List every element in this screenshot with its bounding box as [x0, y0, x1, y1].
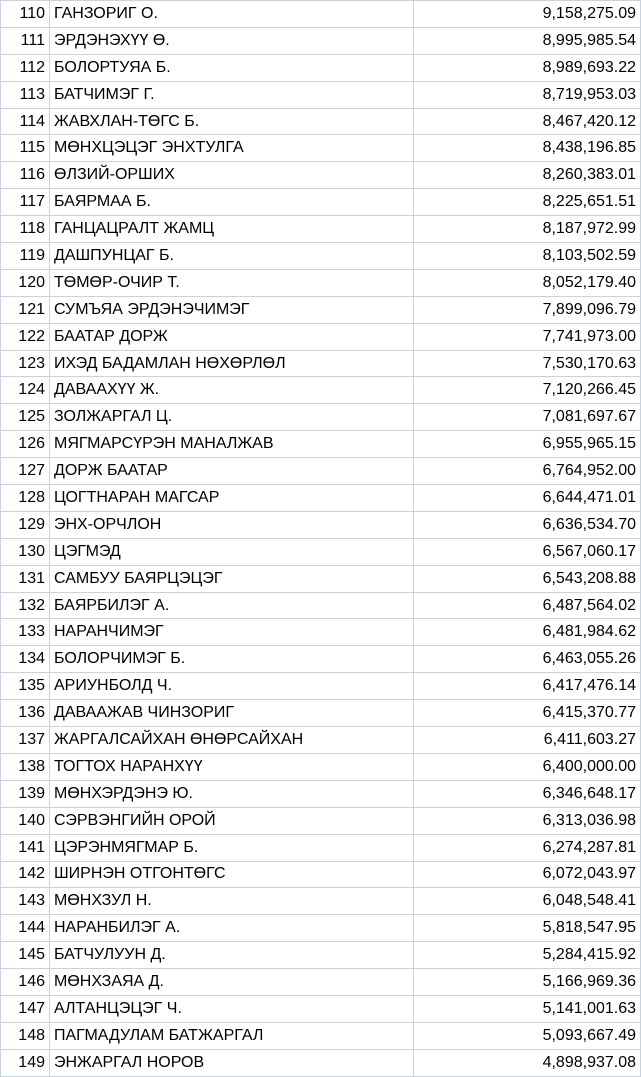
cell-amount: 6,463,055.26 — [414, 646, 641, 673]
cell-name: ӨЛЗИЙ-ОРШИХ — [50, 162, 414, 189]
cell-rank: 144 — [1, 915, 50, 942]
table-row — [1, 27, 641, 54]
cell-rank: 115 — [1, 135, 50, 162]
cell-rank: 146 — [1, 969, 50, 996]
cell-name: ИХЭД БАДАМЛАН НӨХӨРЛӨЛ — [50, 350, 414, 377]
cell-amount: 7,899,096.79 — [414, 296, 641, 323]
cell-rank: 130 — [1, 538, 50, 565]
cell-rank: 132 — [1, 592, 50, 619]
cell-name: СУМЪЯА ЭРДЭНЭЧИМЭГ — [50, 296, 414, 323]
cell-amount: 8,467,420.12 — [414, 108, 641, 135]
cell-name: АРИУНБОЛД Ч. — [50, 673, 414, 700]
cell-name: САМБУУ БАЯРЦЭЦЭГ — [50, 565, 414, 592]
cell-rank: 145 — [1, 942, 50, 969]
cell-amount: 6,955,965.15 — [414, 431, 641, 458]
cell-amount: 8,260,383.01 — [414, 162, 641, 189]
table-row — [1, 216, 641, 243]
table-row — [1, 458, 641, 485]
cell-name: ЭНХ-ОРЧЛОН — [50, 511, 414, 538]
cell-name: БАТЧУЛУУН Д. — [50, 942, 414, 969]
ranking-table-body — [1, 1, 641, 1077]
cell-rank: 119 — [1, 243, 50, 270]
table-row — [1, 942, 641, 969]
cell-amount: 6,764,952.00 — [414, 458, 641, 485]
table-row — [1, 1, 641, 28]
table-row — [1, 915, 641, 942]
table-row — [1, 189, 641, 216]
cell-rank: 121 — [1, 296, 50, 323]
table-row — [1, 350, 641, 377]
cell-name: ЦЭГМЭД — [50, 538, 414, 565]
cell-rank: 136 — [1, 700, 50, 727]
cell-name: БАЯРБИЛЭГ А. — [50, 592, 414, 619]
table-row — [1, 619, 641, 646]
cell-name: БАЯРМАА Б. — [50, 189, 414, 216]
cell-amount: 8,719,953.03 — [414, 81, 641, 108]
cell-rank: 126 — [1, 431, 50, 458]
table-row — [1, 243, 641, 270]
cell-amount: 7,120,266.45 — [414, 377, 641, 404]
cell-amount: 6,313,036.98 — [414, 807, 641, 834]
cell-name: ЦОГТНАРАН МАГСАР — [50, 485, 414, 512]
cell-rank: 133 — [1, 619, 50, 646]
cell-amount: 6,644,471.01 — [414, 485, 641, 512]
table-row — [1, 969, 641, 996]
cell-name: БАТЧИМЭГ Г. — [50, 81, 414, 108]
table-row — [1, 1022, 641, 1049]
cell-name: ЖАВХЛАН-ТӨГС Б. — [50, 108, 414, 135]
cell-rank: 112 — [1, 54, 50, 81]
cell-amount: 6,072,043.97 — [414, 861, 641, 888]
cell-amount: 6,411,603.27 — [414, 727, 641, 754]
cell-amount: 7,081,697.67 — [414, 404, 641, 431]
table-row — [1, 646, 641, 673]
cell-amount: 8,187,972.99 — [414, 216, 641, 243]
cell-rank: 147 — [1, 995, 50, 1022]
cell-rank: 124 — [1, 377, 50, 404]
cell-rank: 149 — [1, 1049, 50, 1076]
cell-name: ДАШПУНЦАГ Б. — [50, 243, 414, 270]
cell-name: СЭРВЭНГИЙН ОРОЙ — [50, 807, 414, 834]
table-row — [1, 727, 641, 754]
cell-rank: 127 — [1, 458, 50, 485]
cell-name: ЦЭРЭНМЯГМАР Б. — [50, 834, 414, 861]
cell-name: ПАГМАДУЛАМ БАТЖАРГАЛ — [50, 1022, 414, 1049]
cell-amount: 8,225,651.51 — [414, 189, 641, 216]
cell-name: НАРАНБИЛЭГ А. — [50, 915, 414, 942]
cell-rank: 131 — [1, 565, 50, 592]
cell-rank: 138 — [1, 753, 50, 780]
table-row — [1, 54, 641, 81]
cell-name: МӨНХЦЭЦЭГ ЭНХТУЛГА — [50, 135, 414, 162]
table-row — [1, 108, 641, 135]
cell-name: МЯГМАРСҮРЭН МАНАЛЖАВ — [50, 431, 414, 458]
cell-amount: 6,481,984.62 — [414, 619, 641, 646]
cell-amount: 8,995,985.54 — [414, 27, 641, 54]
cell-rank: 142 — [1, 861, 50, 888]
cell-amount: 6,543,208.88 — [414, 565, 641, 592]
cell-rank: 135 — [1, 673, 50, 700]
cell-name: ДАВААХҮҮ Ж. — [50, 377, 414, 404]
cell-amount: 6,487,564.02 — [414, 592, 641, 619]
cell-name: АЛТАНЦЭЦЭГ Ч. — [50, 995, 414, 1022]
cell-rank: 134 — [1, 646, 50, 673]
table-row — [1, 511, 641, 538]
table-row — [1, 296, 641, 323]
cell-name: МӨНХЭРДЭНЭ Ю. — [50, 780, 414, 807]
table-row — [1, 888, 641, 915]
cell-rank: 137 — [1, 727, 50, 754]
cell-name: ДОРЖ БААТАР — [50, 458, 414, 485]
cell-amount: 5,284,415.92 — [414, 942, 641, 969]
cell-name: ЖАРГАЛСАЙХАН ӨНӨРСАЙХАН — [50, 727, 414, 754]
cell-rank: 114 — [1, 108, 50, 135]
cell-name: ЗОЛЖАРГАЛ Ц. — [50, 404, 414, 431]
cell-rank: 129 — [1, 511, 50, 538]
cell-rank: 113 — [1, 81, 50, 108]
cell-amount: 6,400,000.00 — [414, 753, 641, 780]
table-row — [1, 995, 641, 1022]
cell-amount: 5,818,547.95 — [414, 915, 641, 942]
table-row — [1, 861, 641, 888]
table-row — [1, 485, 641, 512]
table-row — [1, 565, 641, 592]
table-row — [1, 834, 641, 861]
table-row — [1, 377, 641, 404]
cell-rank: 143 — [1, 888, 50, 915]
cell-amount: 6,415,370.77 — [414, 700, 641, 727]
cell-rank: 120 — [1, 269, 50, 296]
cell-rank: 140 — [1, 807, 50, 834]
cell-amount: 6,567,060.17 — [414, 538, 641, 565]
table-row — [1, 673, 641, 700]
cell-name: НАРАНЧИМЭГ — [50, 619, 414, 646]
cell-amount: 6,417,476.14 — [414, 673, 641, 700]
cell-rank: 123 — [1, 350, 50, 377]
cell-name: БОЛОРЧИМЭГ Б. — [50, 646, 414, 673]
table-row — [1, 81, 641, 108]
cell-rank: 148 — [1, 1022, 50, 1049]
cell-rank: 111 — [1, 27, 50, 54]
cell-name: МӨНХЗУЛ Н. — [50, 888, 414, 915]
cell-name: ТӨМӨР-ОЧИР Т. — [50, 269, 414, 296]
cell-rank: 122 — [1, 323, 50, 350]
cell-amount: 7,530,170.63 — [414, 350, 641, 377]
cell-amount: 8,052,179.40 — [414, 269, 641, 296]
cell-name: ГАНЗОРИГ О. — [50, 1, 414, 28]
cell-amount: 5,093,667.49 — [414, 1022, 641, 1049]
cell-name: ЭРДЭНЭХҮҮ Ө. — [50, 27, 414, 54]
cell-name: МӨНХЗАЯА Д. — [50, 969, 414, 996]
cell-name: БААТАР ДОРЖ — [50, 323, 414, 350]
table-row — [1, 269, 641, 296]
cell-rank: 139 — [1, 780, 50, 807]
cell-amount: 5,166,969.36 — [414, 969, 641, 996]
table-row — [1, 162, 641, 189]
table-row — [1, 135, 641, 162]
table-row — [1, 404, 641, 431]
cell-amount: 8,103,502.59 — [414, 243, 641, 270]
cell-amount: 6,274,287.81 — [414, 834, 641, 861]
cell-rank: 116 — [1, 162, 50, 189]
cell-name: ГАНЦАЦРАЛТ ЖАМЦ — [50, 216, 414, 243]
table-row — [1, 700, 641, 727]
table-row — [1, 323, 641, 350]
table-row — [1, 538, 641, 565]
cell-amount: 8,989,693.22 — [414, 54, 641, 81]
cell-amount: 7,741,973.00 — [414, 323, 641, 350]
cell-amount: 5,141,001.63 — [414, 995, 641, 1022]
table-row — [1, 807, 641, 834]
cell-name: ЭНЖАРГАЛ НОРОВ — [50, 1049, 414, 1076]
cell-amount: 4,898,937.08 — [414, 1049, 641, 1076]
table-row — [1, 592, 641, 619]
cell-name: БОЛОРТУЯА Б. — [50, 54, 414, 81]
cell-rank: 118 — [1, 216, 50, 243]
cell-rank: 110 — [1, 1, 50, 28]
cell-amount: 6,346,648.17 — [414, 780, 641, 807]
table-row — [1, 1049, 641, 1076]
cell-name: ТОГТОХ НАРАНХҮҮ — [50, 753, 414, 780]
cell-name: ДАВААЖАВ ЧИНЗОРИГ — [50, 700, 414, 727]
cell-rank: 141 — [1, 834, 50, 861]
cell-amount: 9,158,275.09 — [414, 1, 641, 28]
table-row — [1, 431, 641, 458]
cell-rank: 117 — [1, 189, 50, 216]
cell-amount: 6,048,548.41 — [414, 888, 641, 915]
cell-amount: 8,438,196.85 — [414, 135, 641, 162]
cell-name: ШИРНЭН ОТГОНТӨГС — [50, 861, 414, 888]
cell-amount: 6,636,534.70 — [414, 511, 641, 538]
cell-rank: 128 — [1, 485, 50, 512]
table-row — [1, 753, 641, 780]
cell-rank: 125 — [1, 404, 50, 431]
table-row — [1, 780, 641, 807]
